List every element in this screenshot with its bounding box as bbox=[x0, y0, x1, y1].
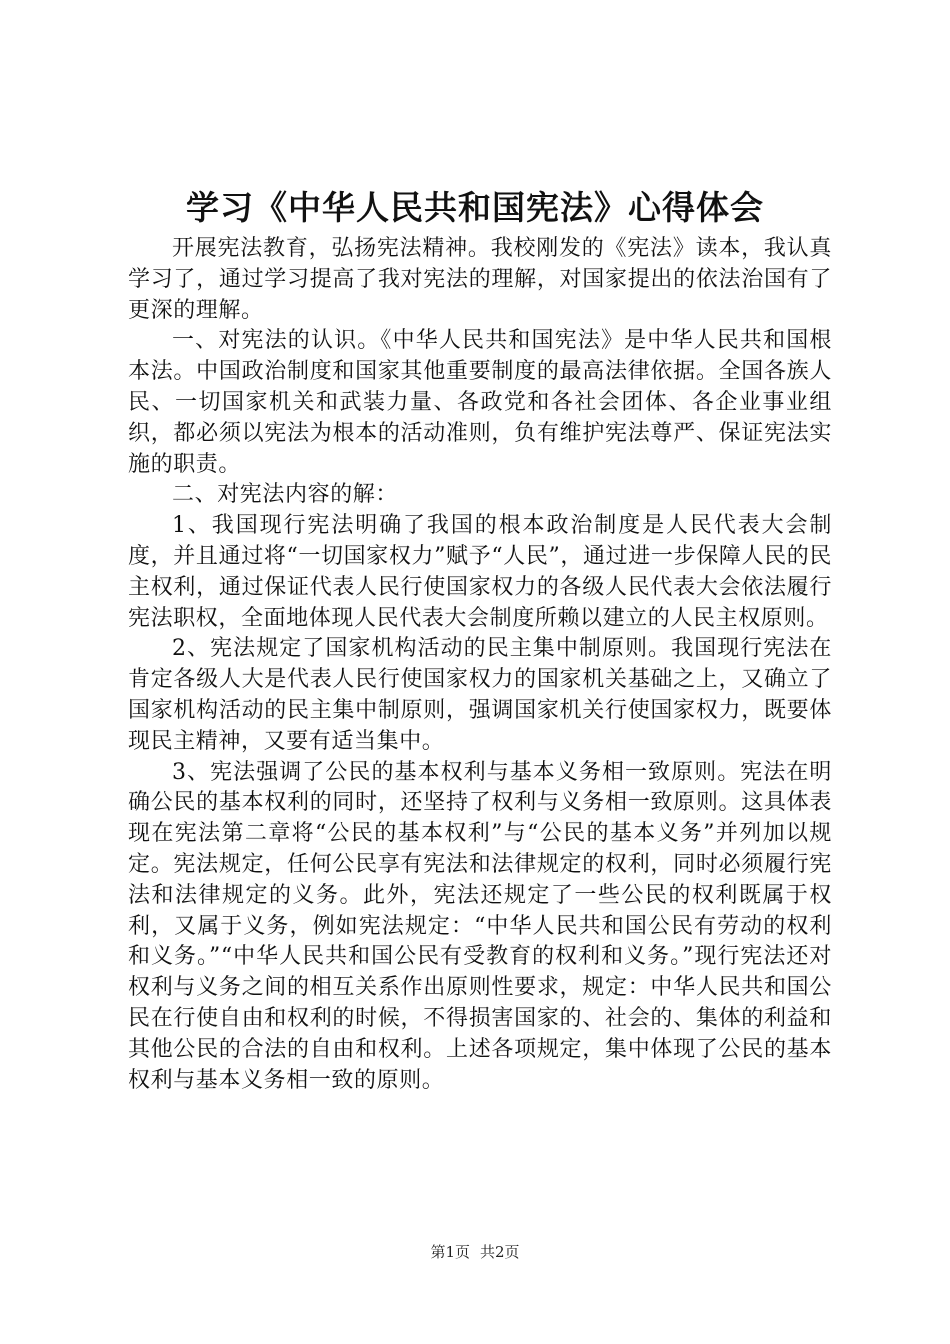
paragraph-intro: 开展宪法教育，弘扬宪法精神。我校刚发的《宪法》读本，我认真学习了，通过学习提高了我对宪法的理解，对国家提出的依法治国有了更深的理解。 bbox=[128, 236, 832, 323]
paragraph-item-3: 3、宪法强调了公民的基本权利与基本义务相一致原则。宪法在明确公民的基本权利的同时，还坚持了权利与义务相一致原则。这具体表现在宪法第二章将“公民的基本权利”与“公民的基本义务”并列加以规定。宪法规定，任何公民享有宪法和法律规定的权利，同时必须履行宪法和法律规定的义务。此外，宪法还规定了一些公民的权利既属于权利，又属于义务，例如宪法规定：“中华人民共和国公民有劳动的权利和义务。”“中华人民共和国公民有受教育的权利和义务。”现行宪法还对权利与义务之间的相互关系作出原则性要求，规定：中华人民共和国公民在行使自由和权利的时候，不得损害国家的、社会的、集体的利益和其他公民的合法的自由和权利。上述各项规定，集中体现了公民的基本权利与基本义务相一致的原则。 bbox=[128, 759, 832, 1093]
page-footer bbox=[0, 1242, 950, 1262]
document-title: 学习《中华人民共和国宪法》心得体会 bbox=[186, 188, 764, 227]
paragraph-item-1: 1、我国现行宪法明确了我国的根本政治制度是人民代表大会制度，并且通过将“一切国家权力”赋予“人民”，通过进一步保障人民的民主权利，通过保证代表人民行使国家权力的各级人民代表大会依法履行宪法职权，全面地体现人民代表大会制度所赖以建立的人民主权原则。 bbox=[128, 513, 832, 631]
document-body bbox=[128, 234, 832, 1096]
page-number-current: 第1页 bbox=[430, 1243, 470, 1261]
paragraph-section-2-heading: 二、对宪法内容的解： bbox=[172, 482, 399, 508]
paragraph-section-1: 一、对宪法的认识。《中华人民共和国宪法》是中华人民共和国根本法。中国政治制度和国家其他重要制度的最高法律依据。全国各族人民、一切国家机关和武装力量、各政党和各社会团体、各企业事业组织，都必须以宪法为根本的活动准则，负有维护宪法尊严、保证宪法实施的职责。 bbox=[128, 328, 832, 477]
page-number-total: 共2页 bbox=[480, 1243, 520, 1261]
paragraph-item-2: 2、宪法规定了国家机构活动的民主集中制原则。我国现行宪法在肯定各级人大是代表人民行使国家权力的国家机关基础之上，又确立了国家机构活动的民主集中制原则，强调国家机关行使国家权力，既要体现民主精神，又要有适当集中。 bbox=[128, 636, 832, 754]
